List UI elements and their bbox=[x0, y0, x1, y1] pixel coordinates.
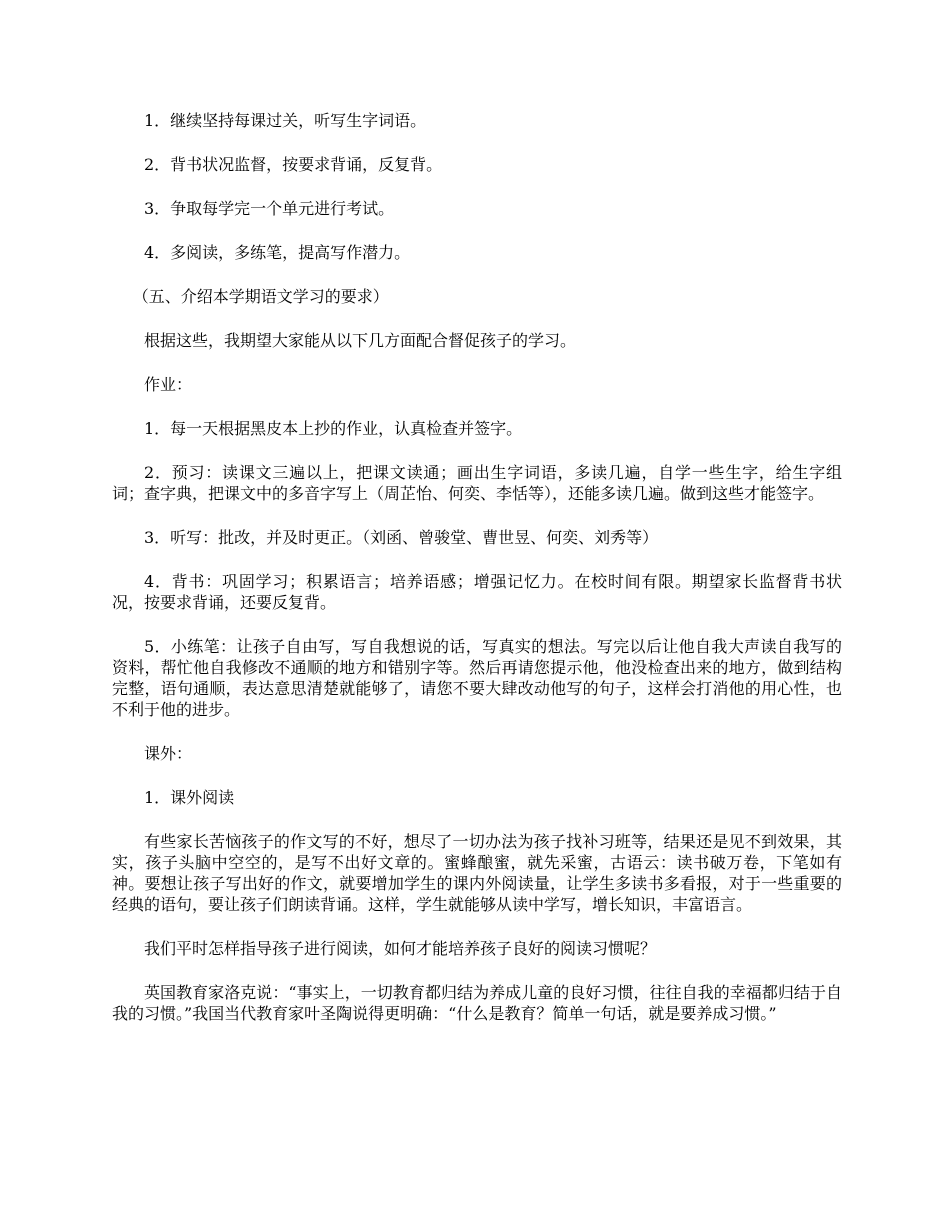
paragraph: 4．背书：巩固学习；积累语言；培养语感；增强记忆力。在校时间有限。期望家长监督背书状况，按要求背诵，还要反复背。 bbox=[112, 572, 842, 612]
document-body bbox=[112, 110, 842, 1047]
paragraph: 3．争取每学完一个单元进行考试。 bbox=[144, 199, 395, 218]
paragraph: 2．背书状况监督，按要求背诵，反复背。 bbox=[144, 155, 443, 174]
paragraph: 1．课外阅读 bbox=[144, 788, 235, 807]
paragraph: 2．预习：读课文三遍以上，把课文读通；画出生字词语，多读几遍，自学一些生字，给生字组词；查字典，把课文中的多音字写上（周芷怡、何奕、李恬等），还能多读几遍。做到这些才能签字。 bbox=[112, 463, 842, 503]
paragraph: 4．多阅读，多练笔，提高写作潜力。 bbox=[144, 243, 411, 262]
paragraph: 5．小练笔：让孩子自由写，写自我想说的话，写真实的想法。写完以后让他自我大声读自我写的资料，帮忙他自我修改不通顺的地方和错别字等。然后再请您提示他，他没检查出来的地方，做到结构完整，语句通顺，表达意思清楚就能够了，请您不要大肆改动他写的句子，这样会打消他的用心性，也不利于他的进步。 bbox=[112, 637, 842, 719]
paragraph: 有些家长苦恼孩子的作文写的不好，想尽了一切办法为孩子找补习班等，结果还是见不到效果，其实，孩子头脑中空空的，是写不出好文章的。蜜蜂酿蜜，就先采蜜，古语云：读书破万卷，下笔如有神。要想让孩子写出好的作文，就要增加学生的课内外阅读量，让学生多读书多看报，对于一些重要的经典的语句，要让孩子们朗读背诵。这样，学生就能够从读中学写，增长知识，丰富语言。 bbox=[112, 832, 842, 914]
paragraph: 3．听写：批改，并及时更正。（刘函、曾骏堂、曹世昱、何奕、刘秀等） bbox=[144, 528, 659, 547]
paragraph: 1．每一天根据黑皮本上抄的作业，认真检查并签字。 bbox=[144, 419, 523, 438]
paragraph: 1．继续坚持每课过关，听写生字词语。 bbox=[144, 111, 427, 130]
paragraph: 根据这些，我期望大家能从以下几方面配合督促孩子的学习。 bbox=[144, 331, 577, 350]
paragraph: 作业： bbox=[144, 375, 193, 394]
section-heading: （五、介绍本学期语文学习的要求） bbox=[132, 287, 389, 306]
paragraph: 课外： bbox=[144, 744, 193, 763]
paragraph: 我们平时怎样指导孩子进行阅读，如何才能培养孩子良好的阅读习惯呢？ bbox=[144, 939, 657, 958]
paragraph: 英国教育家洛克说：“事实上，一切教育都归结为养成儿童的良好习惯，往往自我的幸福都归结于自我的习惯。”我国当代教育家叶圣陶说得更明确：“什么是教育？简单一句话，就是要养成习惯。” bbox=[112, 983, 842, 1023]
